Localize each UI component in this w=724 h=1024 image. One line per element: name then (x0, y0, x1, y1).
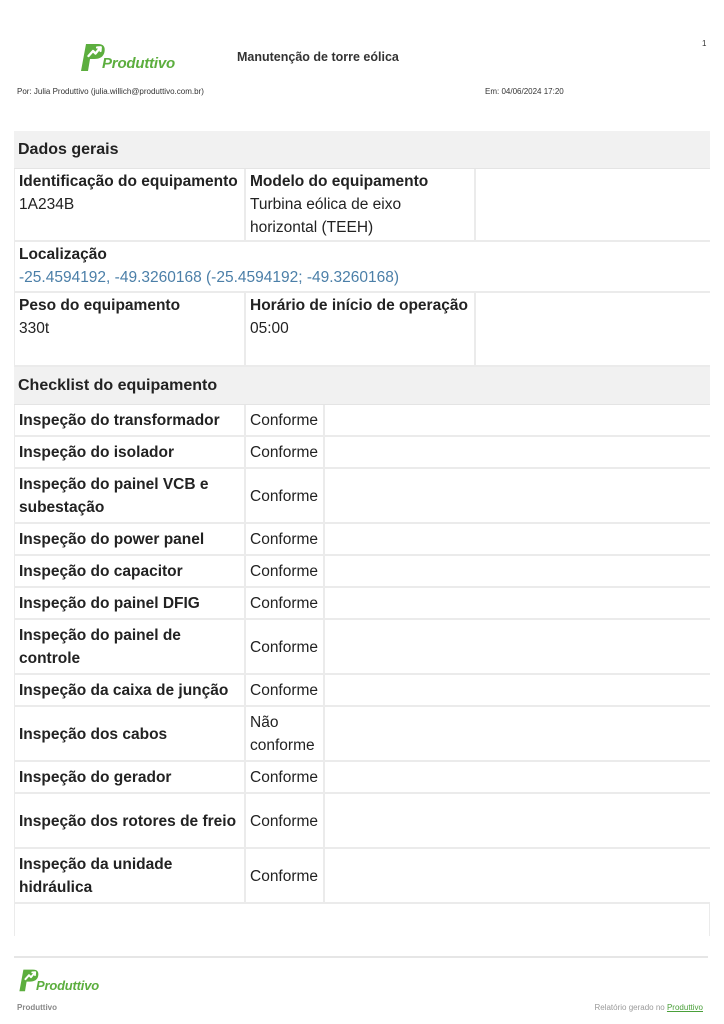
checklist-answer: Não conforme (246, 707, 325, 760)
checklist-answer: Conforme (246, 762, 325, 792)
checklist-question: Inspeção dos rotores de freio (14, 794, 246, 847)
checklist-row (14, 556, 710, 588)
checklist-question: Inspeção do transformador (14, 405, 246, 435)
field-label: Peso do equipamento (19, 297, 181, 314)
checklist-question: Inspeção da caixa de junção (14, 675, 246, 705)
logo-wordmark: Produttivo (102, 55, 175, 72)
checklist-row (14, 405, 710, 437)
checklist-row (14, 675, 710, 707)
checklist-remarks-cell (325, 675, 710, 705)
checklist-row (14, 849, 710, 904)
checklist-row (14, 762, 710, 794)
checklist-row (14, 707, 710, 762)
checklist-row (14, 620, 710, 675)
checklist-table (14, 405, 710, 904)
general-row-2 (14, 242, 710, 293)
field-label: Localização (19, 246, 107, 263)
checklist-row (14, 437, 710, 469)
produttivo-link[interactable]: Produttivo (666, 1003, 703, 1012)
report-author: Por: Julia Produttivo (julia.willich@produttivo.com.br) (17, 87, 204, 96)
checklist-answer: Conforme (246, 849, 325, 902)
checklist-row (14, 469, 710, 524)
checklist-question: Inspeção do capacitor (14, 556, 246, 586)
report-title: Manutenção de torre eólica (237, 50, 399, 64)
checklist-question: Inspeção do gerador (14, 762, 246, 792)
model-field (246, 169, 476, 240)
checklist-question: Inspeção dos cabos (14, 707, 246, 760)
footer-divider (14, 956, 708, 958)
report-content (14, 131, 710, 936)
field-value: 1A234B (19, 196, 75, 213)
generated-prefix: Relatório gerado no (594, 1003, 665, 1012)
checklist-remarks-cell (325, 469, 710, 522)
checklist-remarks-cell (325, 707, 710, 760)
footer-brand-text: Produttivo (17, 1003, 57, 1012)
field-label: Identificação do equipamento (19, 173, 238, 190)
general-row-3 (14, 293, 710, 367)
checklist-remarks-cell (325, 794, 710, 847)
checklist-remarks-cell (325, 762, 710, 792)
checklist-remarks-cell (325, 849, 710, 902)
checklist-remarks-cell (325, 588, 710, 618)
checklist-answer: Conforme (246, 556, 325, 586)
footer-generated-note (594, 1003, 703, 1012)
header-logo (78, 42, 175, 72)
checklist-answer: Conforme (246, 405, 325, 435)
checklist-row (14, 588, 710, 620)
checklist-row (14, 794, 710, 849)
general-row-1 (14, 169, 710, 242)
checklist-remarks-cell (325, 556, 710, 586)
page-number: 1 (702, 39, 707, 48)
checklist-row (14, 524, 710, 556)
checklist-answer: Conforme (246, 437, 325, 467)
table-filler (14, 904, 710, 936)
checklist-answer: Conforme (246, 794, 325, 847)
checklist-question: Inspeção do painel de controle (14, 620, 246, 673)
weight-field (14, 293, 246, 365)
checklist-answer: Conforme (246, 675, 325, 705)
location-field (14, 242, 710, 291)
checklist-remarks-cell (325, 524, 710, 554)
empty-cell (476, 169, 710, 240)
section-header-general: Dados gerais (14, 131, 710, 169)
field-label: Modelo do equipamento (250, 173, 429, 190)
start-time-field (246, 293, 476, 365)
field-label: Horário de início de operação (250, 297, 468, 314)
checklist-question: Inspeção do isolador (14, 437, 246, 467)
logo-wordmark: Produttivo (36, 978, 99, 993)
location-link[interactable]: -25.4594192, -49.3260168 (-25.4594192; -49.3260168) (19, 269, 400, 286)
section-header-checklist: Checklist do equipamento (14, 367, 710, 405)
checklist-remarks-cell (325, 620, 710, 673)
equipment-id-field (14, 169, 246, 240)
checklist-question: Inspeção do power panel (14, 524, 246, 554)
empty-cell (476, 293, 710, 365)
checklist-question: Inspeção do painel DFIG (14, 588, 246, 618)
checklist-answer: Conforme (246, 588, 325, 618)
checklist-remarks-cell (325, 437, 710, 467)
checklist-answer: Conforme (246, 620, 325, 673)
footer-logo (17, 967, 99, 993)
field-value: 05:00 (250, 320, 289, 337)
checklist-answer: Conforme (246, 469, 325, 522)
field-value: Turbina eólica de eixo horizontal (TEEH) (250, 196, 402, 236)
checklist-question: Inspeção da unidade hidráulica (14, 849, 246, 902)
report-date: Em: 04/06/2024 17:20 (485, 87, 564, 96)
checklist-answer: Conforme (246, 524, 325, 554)
field-value: 330t (19, 320, 50, 337)
checklist-question: Inspeção do painel VCB e subestação (14, 469, 246, 522)
checklist-remarks-cell (325, 405, 710, 435)
